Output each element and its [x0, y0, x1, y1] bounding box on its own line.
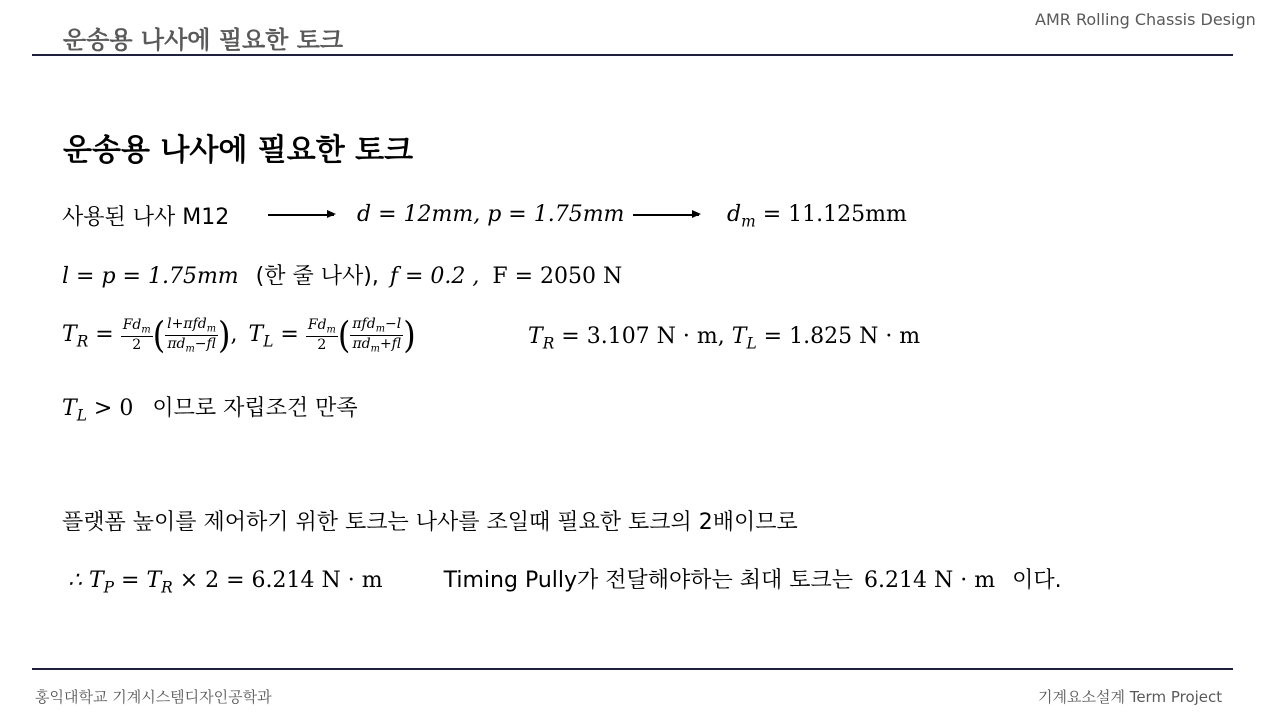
self-locking-text: 이므로 자립조건 만족 — [152, 396, 358, 421]
friction-coefficient: f = 0.2 , — [389, 264, 480, 289]
single-thread-note: (한 줄 나사), — [255, 264, 379, 289]
lead-equation: l = p = 1.75mm — [62, 264, 239, 289]
timing-pulley-text: Timing Pully가 전달해야하는 최대 토크는 — [443, 568, 854, 593]
header-title: 운송용 나사에 필요한 토크 — [63, 26, 344, 54]
section-title: 운송용 나사에 필요한 토크 — [63, 133, 414, 168]
header-divider — [32, 54, 1233, 56]
tp-equation: ∴ $T_P = T_R \times 2 = 6.214$ N · m — [68, 568, 383, 597]
max-torque-value: 6.214 N · m — [864, 568, 996, 593]
arrow-2 — [633, 214, 699, 216]
header-subtitle: AMR Rolling Chassis Design — [1035, 10, 1256, 29]
footer-department: 홍익대학교 기계시스템디자인공학과 — [35, 688, 272, 706]
platform-torque-text: 플랫폼 높이를 제어하기 위한 토크는 나사를 조일때 필요한 토크의 2배이므로 — [62, 510, 798, 535]
self-locking-line — [62, 391, 358, 424]
screw-label: 사용된 나사 M12 — [62, 205, 230, 230]
tl-positive: $T_L > 0$ — [62, 396, 134, 425]
footer-divider — [32, 668, 1233, 670]
sentence-ending: 이다. — [1012, 568, 1062, 593]
screw-dimensions: d = 12mm, p = 1.75mm — [357, 202, 625, 227]
mean-diameter: $d_m = 11.125mm$ — [727, 202, 907, 231]
lead-friction-force-line — [62, 259, 622, 290]
arrow-1 — [268, 214, 334, 216]
platform-torque-result — [68, 563, 1062, 596]
torque-results: $T_R = 3.107$ N · m, $T_L = 1.825$ N · m — [528, 324, 921, 353]
footer-course: 기계요소설계 Term Project — [1038, 688, 1223, 706]
torque-formulas: $T_R$ = $\frac{Fd_m}{2}$ ( $\frac{l+\pi fd_m}{\pi d_m-fl}$ ), $T_L$ = $\frac{Fd_m}{2}$ ( $\frac{\pi fd_m-l}{\pi d_m+fl}$ ) — [62, 313, 416, 358]
axial-force: F = 2050 N — [492, 264, 623, 289]
